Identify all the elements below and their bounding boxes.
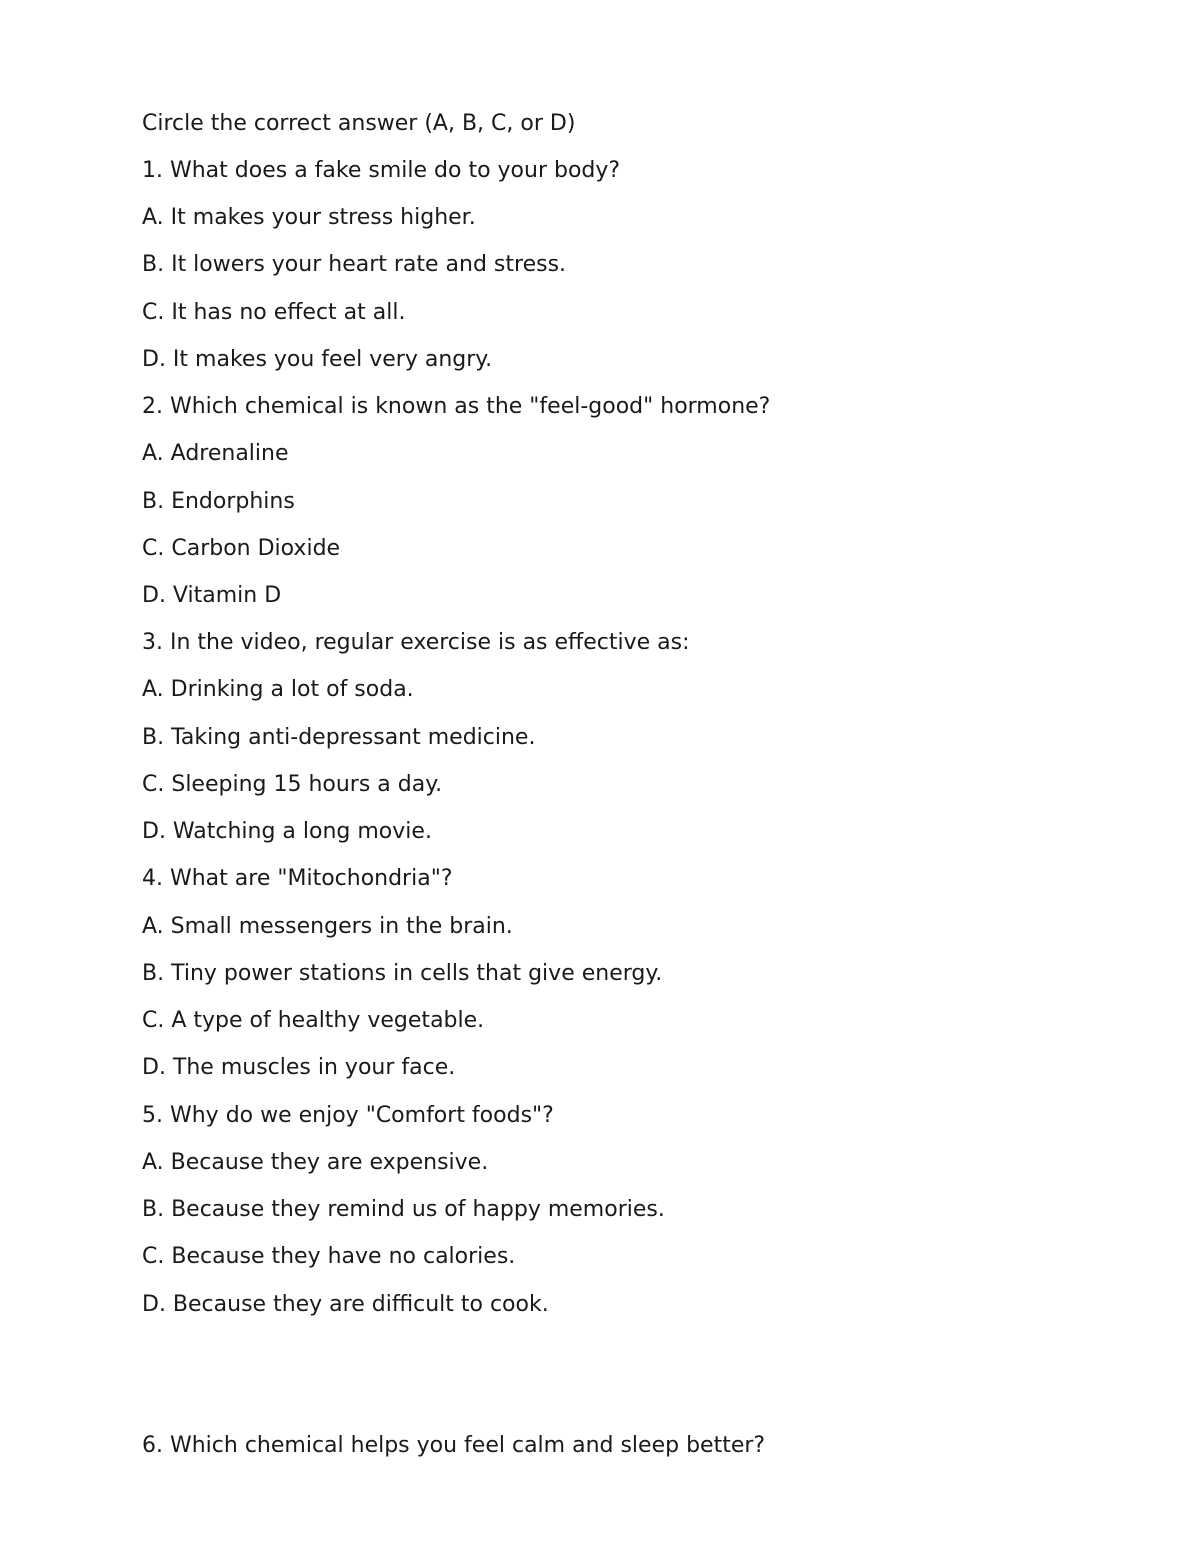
instruction-text: Circle the correct answer (A, B, C, or D) [142,111,576,136]
q2-option-d: D. Vitamin D [142,583,282,608]
q2-option-c: C. Carbon Dioxide [142,536,341,561]
q1-option-b: B. It lowers your heart rate and stress. [142,252,567,277]
question-1: 1. What does a fake smile do to your body? [142,158,621,183]
q4-option-a: A. Small messengers in the brain. [142,914,513,939]
question-4: 4. What are "Mitochondria"? [142,866,453,891]
q1-option-d: D. It makes you feel very angry. [142,347,493,372]
q1-option-a: A. It makes your stress higher. [142,205,476,230]
question-2: 2. Which chemical is known as the "feel-good" hormone? [142,394,771,419]
q5-option-a: A. Because they are expensive. [142,1150,489,1175]
q3-option-a: A. Drinking a lot of soda. [142,677,414,702]
q5-option-d: D. Because they are difficult to cook. [142,1292,549,1317]
question-6: 6. Which chemical helps you feel calm and sleep better? [142,1433,766,1458]
q4-option-d: D. The muscles in your face. [142,1055,456,1080]
q2-option-b: B. Endorphins [142,489,295,514]
q1-option-c: C. It has no effect at all. [142,300,406,325]
q4-option-c: C. A type of healthy vegetable. [142,1008,485,1033]
q2-option-a: A. Adrenaline [142,441,289,466]
q3-option-b: B. Taking anti-depressant medicine. [142,725,536,750]
q5-option-b: B. Because they remind us of happy memories. [142,1197,665,1222]
q3-option-c: C. Sleeping 15 hours a day. [142,772,443,797]
q3-option-d: D. Watching a long movie. [142,819,432,844]
q4-option-b: B. Tiny power stations in cells that give energy. [142,961,663,986]
question-5: 5. Why do we enjoy "Comfort foods"? [142,1103,554,1128]
q5-option-c: C. Because they have no calories. [142,1244,516,1269]
question-3: 3. In the video, regular exercise is as effective as: [142,630,690,655]
